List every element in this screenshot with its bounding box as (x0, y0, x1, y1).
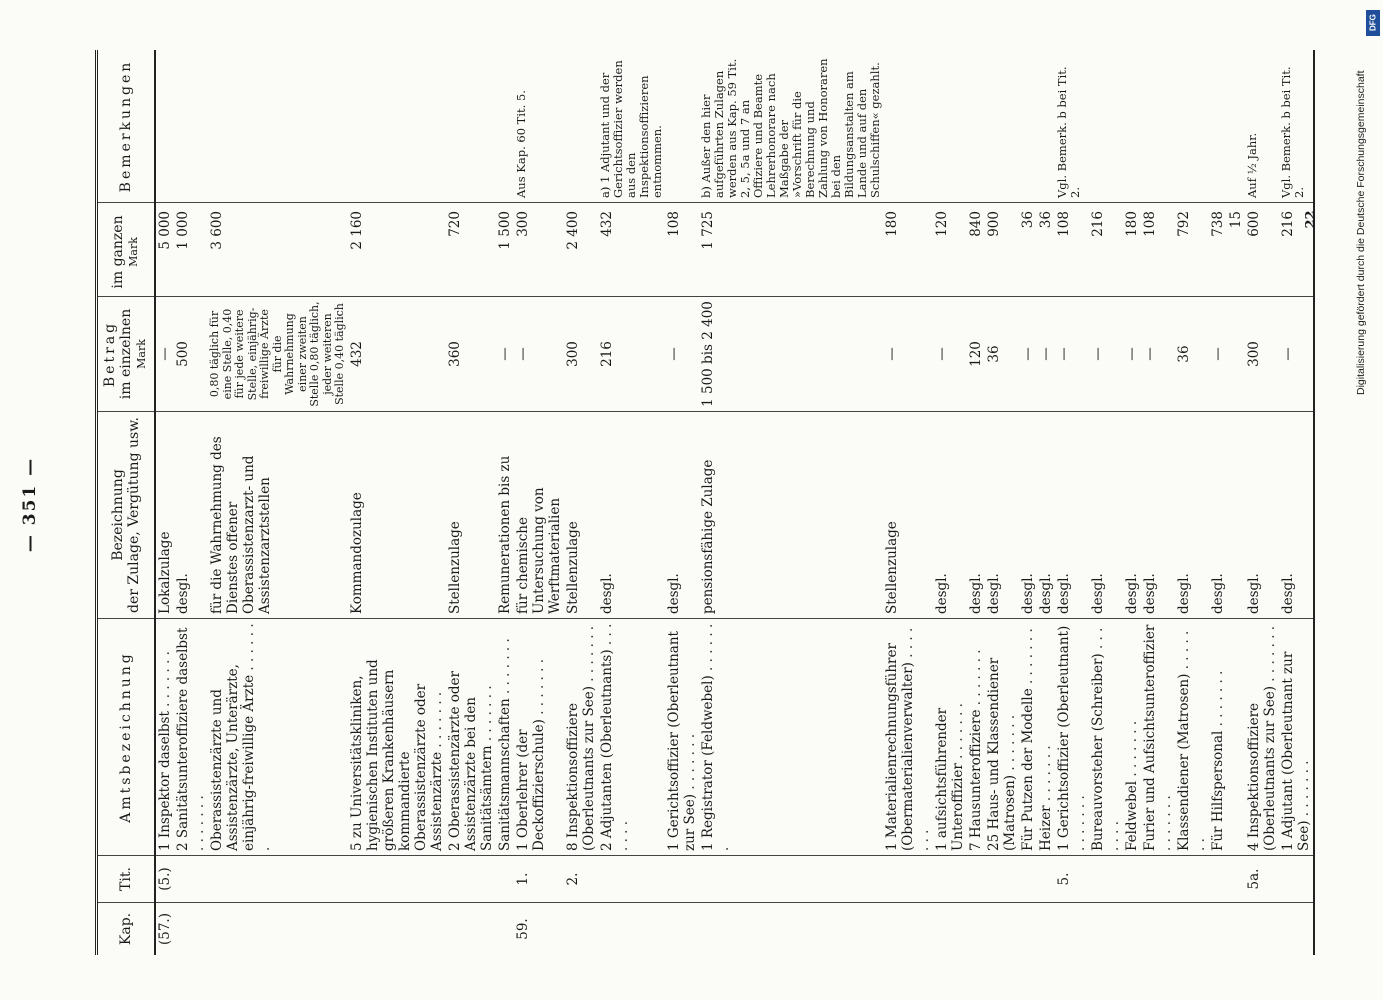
cell-bemerkungen: Vgl. Bemerk. b bei Tit. 2. (1055, 50, 1089, 203)
header-bez-line2: der Zulage, Vergütung usw. (126, 417, 142, 613)
cell-bezeichnung: desgl. (174, 412, 208, 619)
footnote-number: 22 (1303, 210, 1319, 229)
cell-einzelnen: — (1123, 297, 1141, 412)
cell-tit (1175, 856, 1209, 903)
cell-kap (1279, 903, 1314, 956)
cell-kap (1209, 903, 1227, 956)
dfg-logo: DFG (1366, 10, 1380, 36)
cell-bezeichnung: Remunerationen bis zu (496, 412, 514, 619)
cell-bemerkungen (1227, 50, 1245, 203)
header-tit: Tit. (97, 856, 156, 903)
cell-bemerkungen: Auf ½ Jahr. (1245, 50, 1279, 203)
cell-ganzen: 36 (1037, 203, 1055, 297)
cell-bemerkungen (348, 50, 446, 203)
cell-ganzen: 3 600 (208, 203, 348, 297)
cell-ganzen: 1 500 (496, 203, 514, 297)
header-ganzen (97, 203, 156, 297)
cell-kap (1123, 903, 1141, 956)
cell-ganzen: 738 (1209, 203, 1227, 297)
cell-kap (1019, 903, 1037, 956)
cell-bezeichnung: desgl. (1019, 412, 1037, 619)
cell-bezeichnung: desgl. (1209, 412, 1227, 619)
cell-amtsbezeichnung: Für Hilfspersonal . . . (1209, 619, 1227, 856)
cell-bemerkungen (883, 50, 933, 203)
cell-tit (446, 856, 496, 903)
cell-ganzen: 900 (985, 203, 1019, 297)
cell-kap (699, 903, 883, 956)
cell-einzelnen: — (1019, 297, 1037, 412)
cell-bemerkungen (155, 50, 174, 203)
table-row (967, 50, 985, 955)
cell-amtsbezeichnung: 1 aufsichtsführender Unteroffizier . . . (933, 619, 967, 856)
table-row (174, 50, 208, 955)
table-row (496, 50, 514, 955)
cell-ganzen: 108 (1141, 203, 1175, 297)
cell-kap (665, 903, 699, 956)
cell-bemerkungen: b) Außer den hier aufgeführten Zulagen werden aus Kap. 59 Tit. 2, 5, 5a und 7 an Offiziere und Beamte Lehrerhonorare nach Maßgabe der »Vorschrift für die Berechnung und Zahlung von Honoraren bei den Bildungsanstalten am Lande und auf den Schulschiffen« gezahlt. (699, 50, 883, 203)
cell-ganzen: 2 160 (348, 203, 446, 297)
table-row (985, 50, 1019, 955)
cell-tit (1279, 856, 1314, 903)
cell-einzelnen: 300 (564, 297, 598, 412)
cell-amtsbezeichnung: 1 Gerichtsoffizier (Oberleutnant) . . . (1055, 619, 1089, 856)
cell-kap (985, 903, 1019, 956)
table-row (665, 50, 699, 955)
cell-amtsbezeichnung: Für Putzen der Modelle . . . (1019, 619, 1037, 856)
cell-kap (174, 903, 208, 956)
cell-einzelnen: — (155, 297, 174, 412)
header-amtsbezeichnung: Amtsbezeichnung (97, 619, 156, 856)
table-header-row (97, 50, 156, 955)
cell-bezeichnung: desgl. (1279, 412, 1314, 619)
header-einzelnen-label: im einzelnen (118, 308, 134, 400)
cell-kap (933, 903, 967, 956)
cell-bemerkungen (1141, 50, 1175, 203)
cell-einzelnen: 36 (985, 297, 1019, 412)
cell-bezeichnung: Stellenzulage (446, 412, 496, 619)
cell-tit (967, 856, 985, 903)
cell-kap (598, 903, 665, 956)
cell-bezeichnung: Lokalzulage (155, 412, 174, 619)
cell-ganzen: 2 400 (564, 203, 598, 297)
header-mark-2: Mark (127, 237, 140, 267)
cell-amtsbezeichnung: Heizer . . . (1037, 619, 1055, 856)
cell-bezeichnung: desgl. (665, 412, 699, 619)
cell-kap (348, 903, 446, 956)
table-row (1037, 50, 1055, 955)
header-einzelnen (97, 297, 156, 412)
table-row (1123, 50, 1141, 955)
table-row (1055, 50, 1089, 955)
cell-ganzen: 432 (598, 203, 665, 297)
cell-amtsbezeichnung: 1 Oberlehrer (der Deckoffizierschule) . . . (514, 619, 564, 856)
cell-einzelnen: — (1089, 297, 1123, 412)
cell-tit (1123, 856, 1141, 903)
cell-ganzen: 108 (1055, 203, 1089, 297)
cell-einzelnen: 432 (348, 297, 446, 412)
table-row (1279, 50, 1314, 955)
cell-ganzen: 1 725 (699, 203, 883, 297)
cell-einzelnen: 36 (1175, 297, 1209, 412)
cell-tit (1089, 856, 1123, 903)
header-bez-line1: Bezeichnung (110, 469, 126, 561)
cell-bezeichnung: desgl. (598, 412, 665, 619)
cell-bezeichnung: Stellenzulage (883, 412, 933, 619)
cell-kap (1055, 903, 1089, 956)
cell-bezeichnung: Stellenzulage (564, 412, 598, 619)
cell-ganzen: 840 (967, 203, 985, 297)
cell-bezeichnung: desgl. (1123, 412, 1141, 619)
cell-bemerkungen (1175, 50, 1209, 203)
cell-bemerkungen (665, 50, 699, 203)
cell-amtsbezeichnung: 5 zu Universitätskliniken, hygienischen Instituten und größeren Krankenhäusern kommandierte Oberassistenzärzte oder Assistenzärzte . . . (348, 619, 446, 856)
cell-amtsbezeichnung: 1 Gerichtsoffizier (Oberleutnant zur See) . . . (665, 619, 699, 856)
cell-bezeichnung: desgl. (1037, 412, 1055, 619)
cell-einzelnen: — (1209, 297, 1227, 412)
header-kap: Kap. (97, 903, 156, 956)
cell-amtsbezeichnung: 25 Haus- und Klassendiener (Matrosen) . . . (985, 619, 1019, 856)
cell-bemerkungen (564, 50, 598, 203)
rotated-table-area (20, 50, 1312, 955)
table-row (348, 50, 446, 955)
cell-bemerkungen (1209, 50, 1227, 203)
cell-einzelnen: 0,80 täglich für eine Stelle, 0,40 für jede weitere Stelle, einjährig-freiwillige Ärzte für die Wahrnehmung einer zweiten Stelle 0,80 täglich, jeder weiteren Stelle 0,40 täglich (208, 297, 348, 412)
cell-kap: 59. (514, 918, 531, 940)
cell-tit (1209, 856, 1227, 903)
cell-tit (174, 856, 208, 903)
cell-einzelnen: — (1141, 297, 1175, 412)
cell-tit: 5a. (1245, 856, 1279, 903)
cell-einzelnen: — (1279, 297, 1314, 412)
cell-amtsbezeichnung (1227, 619, 1245, 856)
cell-bezeichnung: desgl. (933, 412, 967, 619)
cell-einzelnen: 120 (967, 297, 985, 412)
cell-ganzen: 792 (1175, 203, 1209, 297)
cell-bezeichnung: Kommandozulage (348, 412, 446, 619)
cell-amtsbezeichnung: 1 Inspektor daselbst . . . (155, 619, 174, 856)
cell-tit (1227, 856, 1245, 903)
cell-einzelnen: 300 (1245, 297, 1279, 412)
cell-bemerkungen (1123, 50, 1141, 203)
table-row (1089, 50, 1123, 955)
cell-ganzen: 108 (665, 203, 699, 297)
header-bezeichnung (97, 412, 156, 619)
cell-amtsbezeichnung: 1 Registrator (Feldwebel) . . . (699, 619, 883, 856)
cell-ganzen: 15 (1227, 203, 1245, 297)
cell-amtsbezeichnung: 1 Adjutant (Oberleutnant zur See) . . . (1279, 619, 1314, 856)
cell-einzelnen: — (496, 297, 514, 412)
table-row (208, 50, 348, 955)
cell-ganzen: 300 (514, 203, 564, 297)
cell-amtsbezeichnung: Sanitätsmannschaften . . . (496, 619, 514, 856)
cell-kap (1037, 903, 1055, 956)
cell-amtsbezeichnung: 1 Materialienrechnungsführer (Obermaterialienverwalter) . . . (883, 619, 933, 856)
cell-tit (1037, 856, 1055, 903)
table-row (564, 50, 598, 955)
cell-einzelnen: 360 (446, 297, 496, 412)
cell-bemerkungen (1019, 50, 1037, 203)
cell-bezeichnung: desgl. (1245, 412, 1279, 619)
cell-amtsbezeichnung: 7 Hausunteroffiziere . . . (967, 619, 985, 856)
cell-bezeichnung: pensionsfähige Zulage (699, 412, 883, 619)
header-bemerkungen: Bemerkungen (97, 50, 156, 203)
cell-kap (446, 903, 496, 956)
cell-tit (348, 856, 446, 903)
table-row (699, 50, 883, 955)
cell-ganzen: 5 000 (155, 203, 174, 297)
cell-tit (1019, 856, 1037, 903)
table-row (1019, 50, 1037, 955)
cell-kap (1175, 903, 1209, 956)
budget-table (95, 50, 1315, 955)
cell-bemerkungen (967, 50, 985, 203)
header-mark-1: Mark (135, 339, 148, 369)
table-body (155, 50, 1314, 955)
cell-einzelnen: — (1037, 297, 1055, 412)
cell-ganzen: 1 000 (174, 203, 208, 297)
cell-amtsbezeichnung: Feldwebel . . . (1123, 619, 1141, 856)
cell-tit: 1. (514, 856, 564, 903)
cell-amtsbezeichnung: Klassendiener (Matrosen) . . . (1175, 619, 1209, 856)
cell-bemerkungen (1037, 50, 1055, 203)
cell-tit (598, 856, 665, 903)
cell-einzelnen: — (883, 297, 933, 412)
cell-amtsbezeichnung: 2 Oberassistenzärzte oder Assistenzärzte bei den Sanitätsämtern . . . (446, 619, 496, 856)
cell-kap: (57.) (157, 913, 173, 946)
cell-bezeichnung: für die Wahrnehmung des Dienstes offener Oberassistenzarzt- und Assistenzarztstellen (208, 412, 348, 619)
cell-einzelnen: 1 500 bis 2 400 (699, 297, 883, 412)
cell-kap (1245, 903, 1279, 956)
cell-amtsbezeichnung: Furier und Aufsichtsunteroffizier . . . (1141, 619, 1175, 856)
cell-amtsbezeichnung: Bureauvorsteher (Schreiber) . . . (1089, 619, 1123, 856)
cell-ganzen: 180 (1123, 203, 1141, 297)
cell-einzelnen: 500 (174, 297, 208, 412)
table-row (1141, 50, 1175, 955)
cell-ganzen: 216 (1279, 203, 1314, 297)
cell-kap (1227, 903, 1245, 956)
cell-amtsbezeichnung: 8 Inspektionsoffiziere (Oberleutnants zur See) . . . (564, 619, 598, 856)
header-betrag: Betrag (102, 320, 118, 388)
cell-tit (699, 856, 883, 903)
cell-ganzen: 216 (1089, 203, 1123, 297)
table-row (1227, 50, 1245, 955)
cell-bemerkungen: Aus Kap. 60 Tit. 5. (514, 50, 564, 203)
cell-einzelnen: — (933, 297, 967, 412)
cell-tit (496, 856, 514, 903)
table-row (446, 50, 496, 955)
cell-bezeichnung: desgl. (1089, 412, 1123, 619)
cell-tit (208, 856, 348, 903)
cell-einzelnen: — (665, 297, 699, 412)
cell-amtsbezeichnung: Oberassistenzärzte und Assistenzärzte, Unterärzte, einjährig-freiwillige Ärzte . . . (208, 619, 348, 856)
cell-amtsbezeichnung: 4 Inspektionsoffiziere (Oberleutnants zur See) . . . (1245, 619, 1279, 856)
cell-tit (933, 856, 967, 903)
cell-tit: 5. (1055, 856, 1089, 903)
cell-ganzen: 720 (446, 203, 496, 297)
cell-kap (1141, 903, 1175, 956)
cell-tit: (5.) (155, 856, 174, 903)
table-row (514, 50, 564, 955)
cell-tit (665, 856, 699, 903)
cell-bezeichnung: desgl. (1141, 412, 1175, 619)
cell-kap (208, 903, 348, 956)
cell-einzelnen: 216 (598, 297, 665, 412)
table-row (598, 50, 665, 955)
cell-bezeichnung: desgl. (967, 412, 985, 619)
table-row (883, 50, 933, 955)
cell-bezeichnung: desgl. (985, 412, 1019, 619)
cell-bezeichnung (1227, 412, 1245, 619)
cell-ganzen: 600 (1245, 203, 1279, 297)
cell-bemerkungen (985, 50, 1019, 203)
cell-kap (496, 903, 514, 956)
cell-bezeichnung: für chemische Untersuchung von Werftmaterialien (514, 412, 564, 619)
cell-kap (1089, 903, 1123, 956)
cell-bezeichnung: desgl. (1175, 412, 1209, 619)
cell-bemerkungen (1089, 50, 1123, 203)
cell-einzelnen: — (1055, 297, 1089, 412)
cell-tit (1141, 856, 1175, 903)
cell-amtsbezeichnung: 2 Adjutanten (Oberleutnants) . . . (598, 619, 665, 856)
cell-kap (883, 903, 933, 956)
page-number: — 351 — (20, 456, 40, 553)
table-row (1209, 50, 1227, 955)
cell-ganzen: 36 (1019, 203, 1037, 297)
header-ganzen-label: im ganzen (110, 215, 126, 289)
table-row (933, 50, 967, 955)
cell-ganzen: 120 (933, 203, 967, 297)
cell-einzelnen: — (514, 297, 564, 412)
cell-amtsbezeichnung: 2 Sanitätsunteroffiziere daselbst . . . (174, 619, 208, 856)
cell-tit: 2. (564, 856, 598, 903)
table-row (155, 50, 174, 955)
cell-ganzen: 180 (883, 203, 933, 297)
table-row (1245, 50, 1279, 955)
cell-bemerkungen (446, 50, 496, 203)
digitization-credit: Digitalisierung gefördert durch die Deutsche Forschungsgemeinschaft (1355, 70, 1367, 395)
cell-einzelnen (1227, 297, 1245, 412)
cell-bezeichnung: desgl. (1055, 412, 1089, 619)
cell-bemerkungen (174, 50, 208, 203)
cell-tit (883, 856, 933, 903)
cell-tit (985, 856, 1019, 903)
cell-bemerkungen: a) 1 Adjutant und der Gerichtsoffizier werden aus den Inspektionsoffizieren entnommen. (598, 50, 665, 203)
cell-bemerkungen (933, 50, 967, 203)
cell-kap (967, 903, 985, 956)
cell-kap (564, 903, 598, 956)
table-row (1175, 50, 1209, 955)
cell-bemerkungen (496, 50, 514, 203)
cell-bemerkungen: Vgl. Bemerk. b bei Tit. 2. (1279, 50, 1314, 203)
cell-bemerkungen (208, 50, 348, 203)
